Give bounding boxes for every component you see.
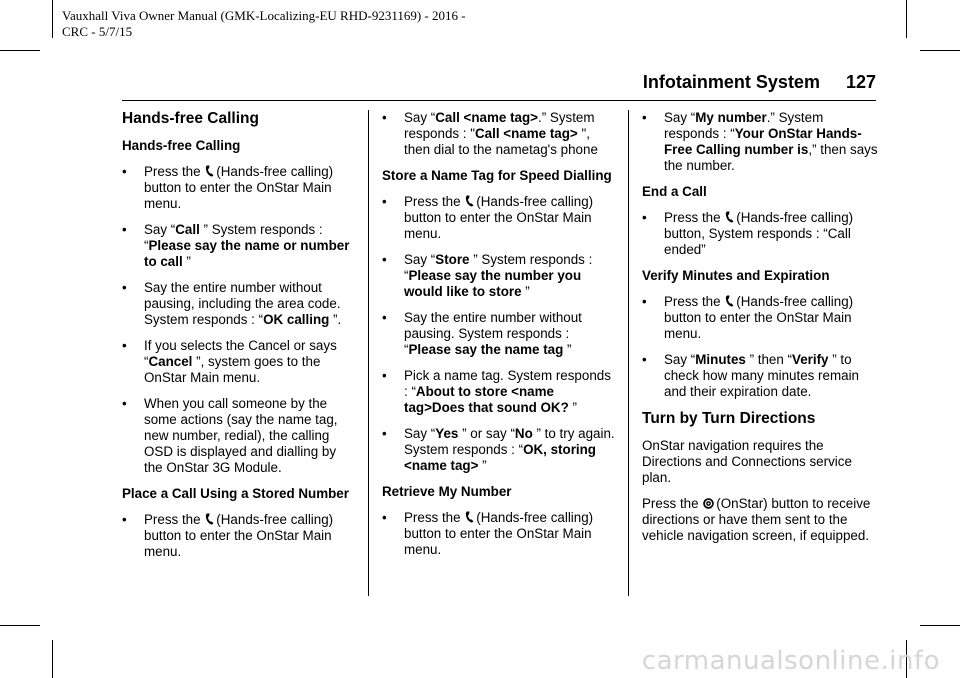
column-divider-1 bbox=[368, 110, 369, 596]
crop-mark-bottom-left bbox=[52, 640, 53, 678]
column-divider-2 bbox=[628, 110, 629, 596]
handset-icon bbox=[465, 511, 474, 523]
column-3 bbox=[642, 110, 878, 554]
list-item: • Press the (Hands-free calling) button to enter the OnStar Main menu. bbox=[122, 164, 334, 211]
list-item: • Press the (Hands-free calling) button to enter the OnStar Main menu. bbox=[382, 510, 594, 557]
list-item: • Say the entire number without pausing. System responds : “Please say the name tag ” bbox=[382, 310, 582, 357]
bullet: • bbox=[122, 512, 127, 527]
list-item: • Say the entire number without pausing, including the area code. System responds : “OK calling ”. bbox=[122, 280, 342, 327]
list-item: • Say “Yes ” or say “No ” to try again. System responds : “OK, storing <name tag> ” bbox=[382, 426, 615, 473]
bullet: • bbox=[122, 280, 127, 295]
list-item: • Say “My number.” System responds : “Your OnStar Hands-Free Calling number is,” then says the number. bbox=[642, 110, 878, 173]
bullet: • bbox=[382, 510, 387, 525]
list-item: • Say “Call ” System responds : “Please say the name or number to call ” bbox=[122, 222, 350, 269]
subheading-retrieve-number: Retrieve My Number bbox=[382, 484, 512, 499]
page-number: 127 bbox=[845, 72, 876, 92]
crop-mark-bottom-left-h bbox=[0, 625, 40, 626]
subheading-stored-number: Place a Call Using a Stored Number bbox=[122, 486, 349, 501]
list-item: • Press the (Hands-free calling) button to enter the OnStar Main menu. bbox=[642, 294, 854, 341]
section-title: Infotainment System bbox=[642, 72, 820, 92]
bullet: • bbox=[382, 110, 387, 125]
list-item: • When you call someone by the some actions (say the name tag, new number, redial), the calling OSD is displayed and dialling by the OnStar 3G Module. bbox=[122, 396, 338, 475]
bullet: • bbox=[642, 294, 647, 309]
crop-mark-bottom-right-h bbox=[920, 625, 960, 626]
section-heading-turn-by-turn: Turn by Turn Directions bbox=[642, 410, 816, 427]
onstar-icon bbox=[703, 498, 714, 509]
section-heading-hands-free: Hands-free Calling bbox=[122, 110, 259, 127]
header-rule bbox=[122, 100, 876, 101]
page-header bbox=[574, 72, 876, 93]
list-item: • Press the (Hands-free calling) button, System responds : “Call ended” bbox=[642, 210, 854, 257]
handset-icon bbox=[725, 211, 734, 223]
list-item: • If you selects the Cancel or says “Cancel ”, system goes to the OnStar Main menu. bbox=[122, 338, 337, 385]
subheading-verify-minutes: Verify Minutes and Expiration bbox=[642, 268, 830, 283]
paragraph: OnStar navigation requires the Directions and Connections service plan. bbox=[642, 438, 852, 485]
meta-line-1: Vauxhall Viva Owner Manual (GMK-Localizing-EU RHD-9231169) - 2016 - bbox=[62, 8, 466, 23]
subheading-end-call: End a Call bbox=[642, 184, 707, 199]
bullet: • bbox=[382, 426, 387, 441]
bullet: • bbox=[122, 396, 127, 411]
bullet: • bbox=[642, 110, 647, 125]
bullet: • bbox=[642, 210, 647, 225]
bullet: • bbox=[642, 352, 647, 367]
subheading-store-name-tag: Store a Name Tag for Speed Dialling bbox=[382, 168, 612, 183]
list-item: • Say “Store ” System responds : “Please say the number you would like to store ” bbox=[382, 252, 593, 299]
crop-mark-top-right-h bbox=[920, 50, 960, 51]
meta-line-2: CRC - 5/7/15 bbox=[62, 24, 133, 39]
crop-mark-top-right bbox=[906, 0, 907, 38]
bullet: • bbox=[122, 338, 127, 353]
list-item: • Pick a name tag. System responds : “About to store <name tag>Does that sound OK? ” bbox=[382, 368, 611, 415]
crop-mark-top-left bbox=[52, 0, 53, 38]
handset-icon bbox=[205, 513, 214, 525]
bullet: • bbox=[382, 252, 387, 267]
crop-mark-top-left-h bbox=[0, 50, 40, 51]
list-item: • Say “Call <name tag>.” System responds : "Call <name tag> ", then dial to the nametag's phone bbox=[382, 110, 598, 157]
column-1 bbox=[122, 110, 356, 570]
column-2 bbox=[382, 110, 616, 568]
document-meta bbox=[62, 8, 466, 40]
list-item: • Say “Minutes ” then “Verify ” to check how many minutes remain and their expiration date. bbox=[642, 352, 859, 399]
paragraph: Press the (OnStar) button to receive directions or have them sent to the vehicle navigation screen, if equipped. bbox=[642, 496, 871, 543]
bullet: • bbox=[122, 222, 127, 237]
list-item: • Press the (Hands-free calling) button to enter the OnStar Main menu. bbox=[122, 512, 334, 559]
handset-icon bbox=[465, 195, 474, 207]
bullet: • bbox=[382, 194, 387, 209]
bullet: • bbox=[382, 310, 387, 325]
bullet: • bbox=[382, 368, 387, 383]
handset-icon bbox=[205, 165, 214, 177]
watermark: carmanualsonline.info bbox=[641, 646, 940, 676]
bullet: • bbox=[122, 164, 127, 179]
subheading-hands-free: Hands-free Calling bbox=[122, 138, 241, 153]
handset-icon bbox=[725, 295, 734, 307]
list-item: • Press the (Hands-free calling) button to enter the OnStar Main menu. bbox=[382, 194, 594, 241]
